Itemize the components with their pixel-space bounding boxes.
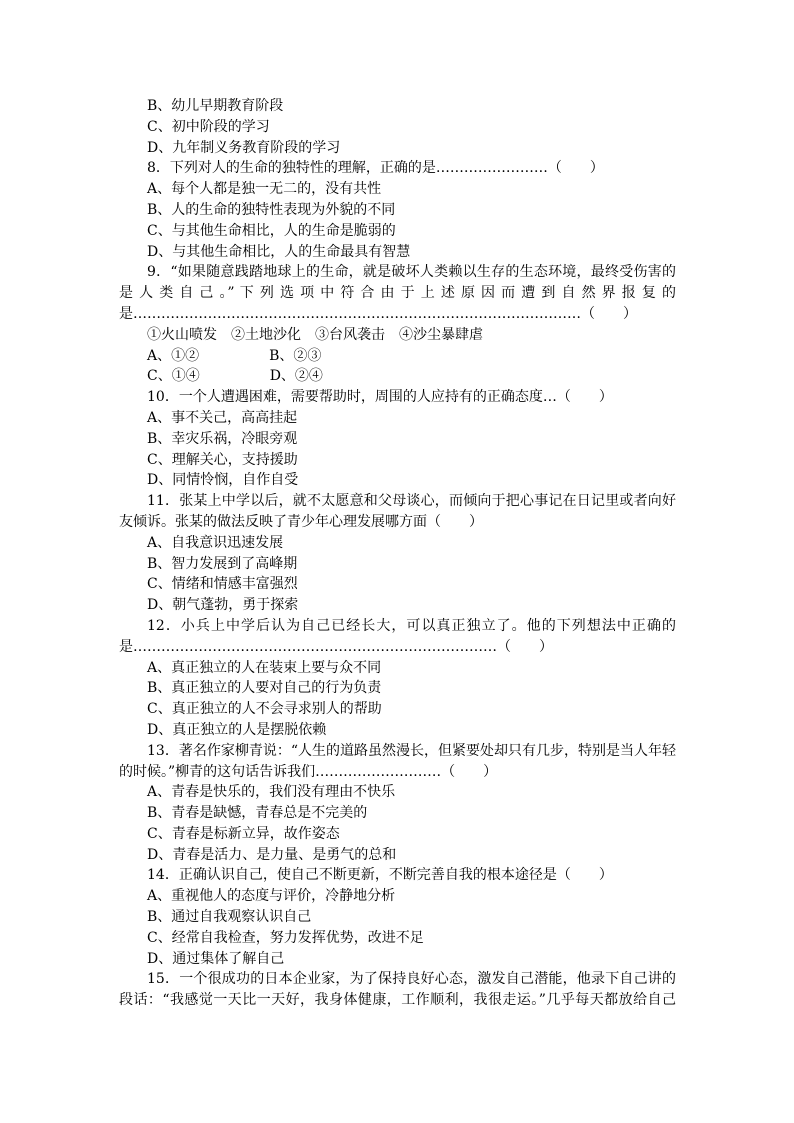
text-line: D、九年制义务教育阶段的学习 <box>147 139 341 156</box>
text-line: D、与其他生命相比，人的生命最具有智慧 <box>147 243 411 260</box>
text-line: C、真正独立的人不会寻求别人的帮助 <box>147 701 382 718</box>
text-line: B、幸灾乐祸，冷眼旁观 <box>147 430 298 447</box>
text-line: ①火山喷发 ②土地沙化 ③台风袭击 ④沙尘暴肆虐 <box>147 326 483 343</box>
text-line: 12．小兵上中学后认为自己已经长大，可以真正独立了。他的下列想法中正确的 <box>147 617 676 634</box>
text-line: 是 人 类 自 己 。” 下 列 选 项 中 符 合 由 于 上 述 原 因 而 遭 到 自 然 界 报 复 的 <box>119 285 676 302</box>
text-line: B、通过自我观察认识自己 <box>147 909 312 926</box>
text-line: B、青春是缺憾，青春总是不完美的 <box>147 805 368 822</box>
text-line: 8．下列对人的生命的独特性的理解，正确的是……………………（ ） <box>147 160 604 177</box>
text-line: 13．著名作家柳青说：“人生的道路虽然漫长，但紧要处却只有几步，特别是当人年轻 <box>147 742 676 759</box>
text-line: A、事不关己，高高挂起 <box>147 409 298 426</box>
text-line: 9．“如果随意践踏地球上的生命，就是破坏人类赖以生存的生态环境，最终受伤害的 <box>147 264 676 281</box>
text-line: B、幼儿早期教育阶段 <box>147 98 284 114</box>
text-line: C、①④ D、②④ <box>147 368 323 385</box>
text-line: 15．一个很成功的日本企业家，为了保持良好心态，激发自己潜能，他录下自己讲的 <box>147 971 676 988</box>
text-line: 是……………………………………………………………………………………（ ） <box>119 305 637 322</box>
text-line: D、通过集体了解自己 <box>147 950 285 967</box>
text-line: 友倾诉。张某的做法反映了青少年心理发展哪方面（ ） <box>119 513 483 530</box>
text-line: D、青春是活力、是力量、是勇气的总和 <box>147 846 397 863</box>
text-line: D、同情怜悯，自作自受 <box>147 472 299 489</box>
text-line: 11．张某上中学以后，就不太愿意和父母谈心，而倾向于把心事记在日记里或者向好 <box>147 493 676 510</box>
text-line: C、初中阶段的学习 <box>147 118 270 135</box>
text-line: C、青春是标新立异，故作姿态 <box>147 825 340 842</box>
text-line: 段话：“我感觉一天比一天好，我身体健康，工作顺利，我很走运。”几乎每天都放给自己 <box>119 992 676 1009</box>
text-line: C、理解关心，支持援助 <box>147 451 298 468</box>
text-line: B、智力发展到了高峰期 <box>147 555 298 572</box>
text-line: 的时候。”柳青的这句话告诉我们………………………（ ） <box>119 763 498 780</box>
text-line: D、真正独立的人是摆脱依赖 <box>147 721 327 738</box>
text-line: A、重视他人的态度与评价，冷静地分析 <box>147 888 396 905</box>
question-list <box>119 96 676 1011</box>
text-line: 10．一个人遭遇困难，需要帮助时，周围的人应持有的正确态度…（ ） <box>147 389 613 406</box>
text-line: A、自我意识迅速发展 <box>147 534 284 551</box>
text-line: A、①② B、②③ <box>147 347 322 364</box>
text-line: C、经常自我检查，努力发挥优势，改进不足 <box>147 929 424 946</box>
text-line: C、情绪和情感丰富强烈 <box>147 576 298 593</box>
text-line: 是……………………………………………………………………（ ） <box>119 638 553 655</box>
text-line: B、人的生命的独特性表现为外貌的不同 <box>147 201 396 218</box>
text-line: 14．正确认识自己，使自己不断更新，不断完善自我的根本途径是（ ） <box>147 867 613 884</box>
text-line: A、真正独立的人在装束上要与众不同 <box>147 659 382 676</box>
text-line: D、朝气蓬勃，勇于探索 <box>147 597 299 614</box>
text-line: A、青春是快乐的，我们没有理由不快乐 <box>147 784 396 801</box>
text-line: B、真正独立的人要对自己的行为负责 <box>147 680 382 697</box>
text-line: C、与其他生命相比，人的生命是脆弱的 <box>147 222 396 239</box>
text-line: A、每个人都是独一无二的，没有共性 <box>147 181 382 198</box>
